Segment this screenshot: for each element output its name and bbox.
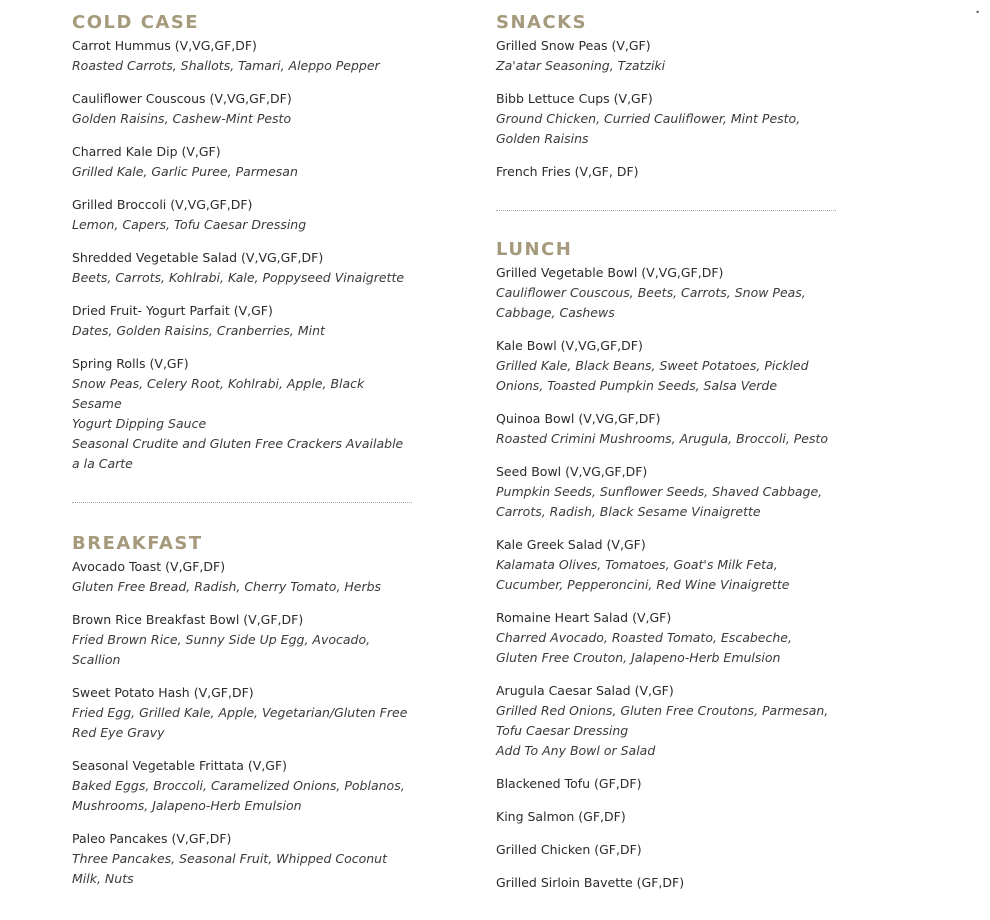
menu-item <box>496 263 836 323</box>
menu-item <box>72 354 412 474</box>
menu-item-name: Paleo Pancakes (V,GF,DF) <box>72 831 232 846</box>
menu-item-name: Carrot Hummus (V,VG,GF,DF) <box>72 38 257 53</box>
menu-list-lunch <box>496 263 836 893</box>
section-title-cold-case: COLD CASE <box>72 12 200 33</box>
menu-item-description: Beets, Carrots, Kohlrabi, Kale, Poppyseed Vinaigrette <box>72 270 405 285</box>
menu-item-name: French Fries (V,GF, DF) <box>496 164 639 179</box>
menu-item <box>496 873 836 893</box>
menu-item-description: Snow Peas, Celery Root, Kohlrabi, Apple, Black Sesame <box>72 376 365 411</box>
menu-item-name: Avocado Toast (V,GF,DF) <box>72 559 226 574</box>
menu-item-name: King Salmon (GF,DF) <box>496 809 626 824</box>
menu-item-name: Sweet Potato Hash (V,GF,DF) <box>72 685 254 700</box>
menu-item-description: Roasted Carrots, Shallots, Tamari, Aleppo Pepper <box>72 58 380 73</box>
menu-item-name: Dried Fruit- Yogurt Parfait (V,GF) <box>72 303 273 318</box>
menu-item-description: Baked Eggs, Broccoli, Caramelized Onions, Poblanos, Mushrooms, Jalapeno-Herb Emulsion <box>72 778 405 813</box>
menu-item-description: Roasted Crimini Mushrooms, Arugula, Broccoli, Pesto <box>496 431 829 446</box>
menu-item-description: Grilled Kale, Black Beans, Sweet Potatoes, Pickled Onions, Toasted Pumpkin Seeds, Salsa Verde <box>496 358 809 393</box>
menu-item <box>72 195 412 235</box>
menu-item-description: Add To Any Bowl or Salad <box>496 743 656 758</box>
menu-item-description: Lemon, Capers, Tofu Caesar Dressing <box>72 217 307 232</box>
menu-item-description: Three Pancakes, Seasonal Fruit, Whipped Coconut Milk, Nuts <box>72 851 388 886</box>
menu-item-name: Spring Rolls (V,GF) <box>72 356 189 371</box>
menu-item <box>496 336 836 396</box>
menu-item-name: Grilled Sirloin Bavette (GF,DF) <box>496 875 685 890</box>
menu-item-description: Cauliflower Couscous, Beets, Carrots, Snow Peas, Cabbage, Cashews <box>496 285 806 320</box>
menu-item-description: Fried Brown Rice, Sunny Side Up Egg, Avocado, Scallion <box>72 632 371 667</box>
menu-item <box>496 36 836 76</box>
menu-item-description: Charred Avocado, Roasted Tomato, Escabeche, Gluten Free Crouton, Jalapeno-Herb Emulsion <box>496 630 792 665</box>
menu-list-cold-case <box>72 36 412 474</box>
menu-item <box>496 608 836 668</box>
menu-item-name: Grilled Vegetable Bowl (V,VG,GF,DF) <box>496 265 724 280</box>
corner-dot: • <box>975 8 980 17</box>
menu-item <box>72 610 412 670</box>
menu-item <box>496 807 836 827</box>
menu-item-name: Seasonal Vegetable Frittata (V,GF) <box>72 758 288 773</box>
menu-item-name: Grilled Chicken (GF,DF) <box>496 842 642 857</box>
right-column <box>496 10 836 906</box>
menu-item-name: Brown Rice Breakfast Bowl (V,GF,DF) <box>72 612 304 627</box>
menu-item-description: Seasonal Crudite and Gluten Free Crackers Available a la Carte <box>72 436 404 471</box>
menu-item-description: Yogurt Dipping Sauce <box>72 416 207 431</box>
menu-item <box>496 462 836 522</box>
menu-item-description: Golden Raisins, Cashew-Mint Pesto <box>72 111 292 126</box>
menu-item-name: Grilled Broccoli (V,VG,GF,DF) <box>72 197 253 212</box>
menu-item <box>72 557 412 597</box>
menu-list-breakfast <box>72 557 412 889</box>
menu-item <box>72 683 412 743</box>
menu-item-name: Kale Bowl (V,VG,GF,DF) <box>496 338 643 353</box>
section-cold-case <box>72 10 412 474</box>
menu-item-description: Gluten Free Bread, Radish, Cherry Tomato, Herbs <box>72 579 382 594</box>
menu-list-snacks <box>496 36 836 182</box>
menu-item <box>496 409 836 449</box>
menu-item-description: Kalamata Olives, Tomatoes, Goat's Milk Feta, Cucumber, Pepperoncini, Red Wine Vinaigrette <box>496 557 790 592</box>
menu-item-name: Blackened Tofu (GF,DF) <box>496 776 642 791</box>
menu-item-name: Cauliflower Couscous (V,VG,GF,DF) <box>72 91 292 106</box>
menu-item <box>496 535 836 595</box>
left-column <box>72 10 412 902</box>
menu-item <box>72 36 412 76</box>
section-breakfast <box>72 531 412 889</box>
menu-item <box>496 840 836 860</box>
menu-item-name: Quinoa Bowl (V,VG,GF,DF) <box>496 411 661 426</box>
section-title-snacks: SNACKS <box>496 12 588 33</box>
menu-item <box>72 248 412 288</box>
menu-item-description: Fried Egg, Grilled Kale, Apple, Vegetarian/Gluten Free Red Eye Gravy <box>72 705 408 740</box>
menu-item-name: Seed Bowl (V,VG,GF,DF) <box>496 464 648 479</box>
section-divider <box>496 210 836 211</box>
section-title-lunch: LUNCH <box>496 239 573 260</box>
section-title-breakfast: BREAKFAST <box>72 533 203 554</box>
menu-item <box>496 89 836 149</box>
menu-item-description: Grilled Red Onions, Gluten Free Croutons, Parmesan, Tofu Caesar Dressing <box>496 703 829 738</box>
menu-item-name: Romaine Heart Salad (V,GF) <box>496 610 672 625</box>
menu-item-name: Grilled Snow Peas (V,GF) <box>496 38 651 53</box>
menu-item <box>72 142 412 182</box>
menu-item <box>496 162 836 182</box>
menu-item-name: Bibb Lettuce Cups (V,GF) <box>496 91 653 106</box>
menu-item <box>72 829 412 889</box>
menu-item <box>496 774 836 794</box>
menu-item-name: Arugula Caesar Salad (V,GF) <box>496 683 674 698</box>
menu-item-description: Pumpkin Seeds, Sunflower Seeds, Shaved Cabbage, Carrots, Radish, Black Sesame Vinaigrette <box>496 484 823 519</box>
menu-item-description: Za'atar Seasoning, Tzatziki <box>496 58 666 73</box>
menu-item-name: Kale Greek Salad (V,GF) <box>496 537 646 552</box>
section-divider <box>72 502 412 503</box>
menu-item <box>72 89 412 129</box>
menu-item-description: Grilled Kale, Garlic Puree, Parmesan <box>72 164 298 179</box>
menu-item <box>72 301 412 341</box>
menu-item-name: Shredded Vegetable Salad (V,VG,GF,DF) <box>72 250 324 265</box>
menu-item-name: Charred Kale Dip (V,GF) <box>72 144 221 159</box>
menu-item <box>496 681 836 761</box>
menu-item-description: Ground Chicken, Curried Cauliflower, Mint Pesto, Golden Raisins <box>496 111 801 146</box>
section-lunch <box>496 237 836 893</box>
menu-item <box>72 756 412 816</box>
section-snacks <box>496 10 836 182</box>
menu-item-description: Dates, Golden Raisins, Cranberries, Mint <box>72 323 325 338</box>
